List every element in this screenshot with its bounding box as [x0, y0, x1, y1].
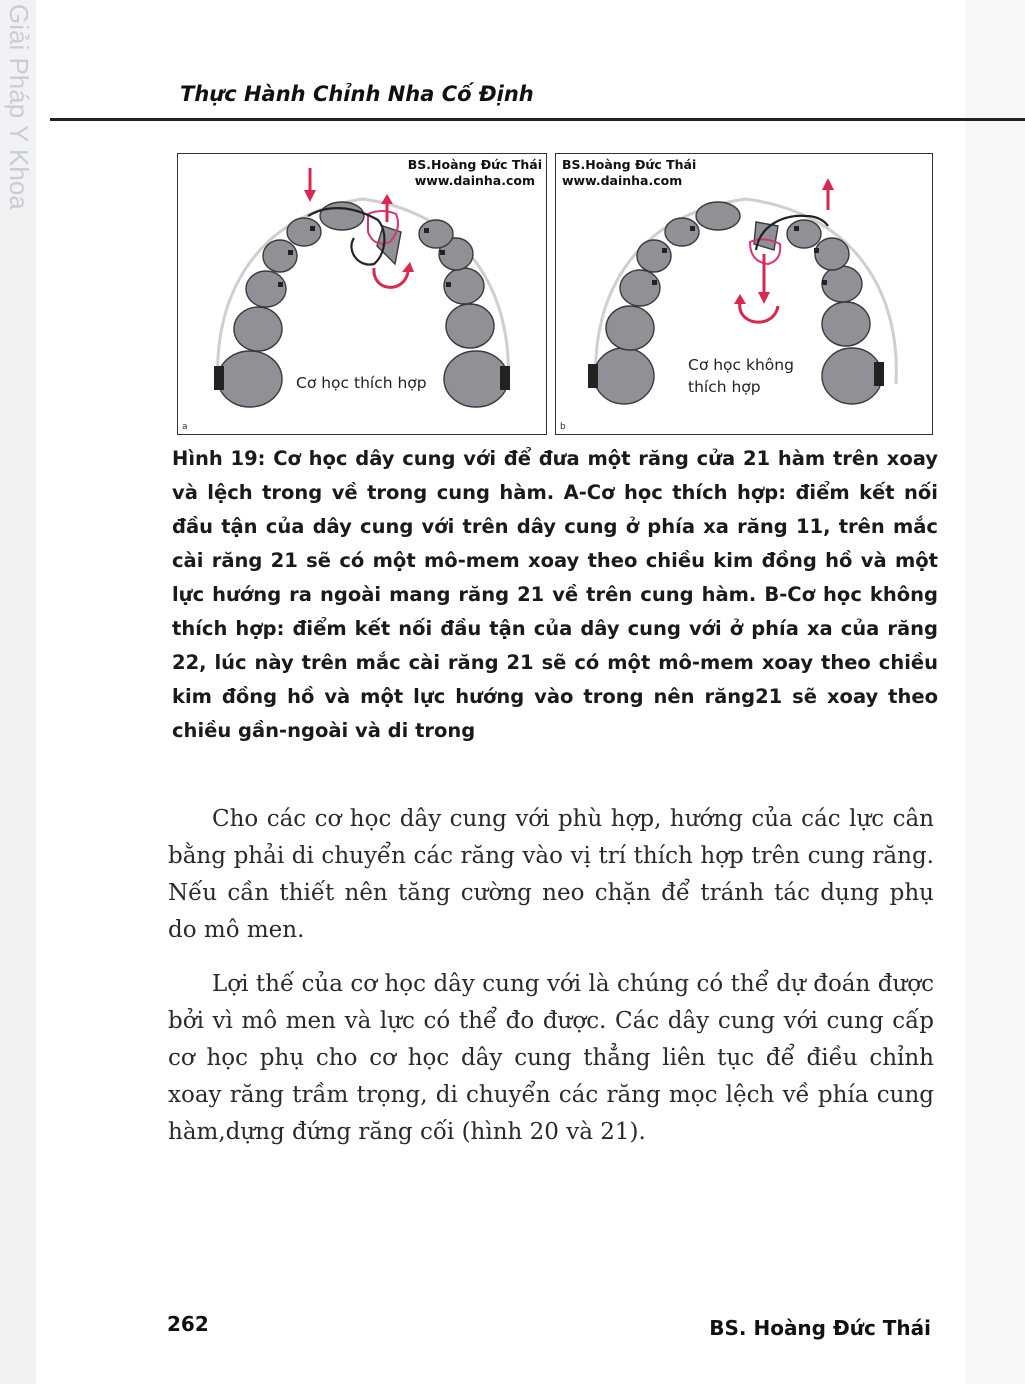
clockwise-moment-arrow — [740, 302, 778, 322]
page-right-margin — [965, 0, 1025, 1384]
panel-b-label — [688, 354, 794, 398]
page-margin-strip — [0, 0, 36, 1384]
figure-panel-b — [555, 153, 933, 435]
body-paragraph-2: Lợi thế của cơ học dây cung với là chúng có thể dự đoán được bởi vì mô men và lực có thể đo được. Các dây cung với cung cấp cơ học phụ cho cơ học dây cung thẳng liên tục để điều chỉnh xoay răng trầm trọng, di chuyển các răng mọc lệch về phía cung hàm,dựng đứng răng cối (hình 20 và 21). — [168, 971, 934, 1145]
figure-panel-a — [177, 153, 547, 435]
figure-caption: Hình 19: Cơ học dây cung với để đưa một răng cửa 21 hàm trên xoay và lệch trong về trong cung hàm. A-Cơ học thích hợp: điểm kết nối đầu tận của dây cung với trên dây cung ở phía xa răng 11, trên mắc cài răng 21 sẽ có một mô-mem xoay theo chiều kim đồng hồ và một lực hướng ra ngoài mang răng 21 về trên cung hàm. B-Cơ học không thích hợp: điểm kết nối đầu tận của dây cung với ở phía xa của răng 22, lúc này trên mắc cài răng 21 sẽ có một mô-mem xoay theo chiều kim đồng hồ và một lực hướng vào trong nên răng21 sẽ xoay theo chiều gần-ngoài và di trong — [172, 447, 938, 742]
panel-a-label: Cơ học thích hợp — [296, 374, 427, 392]
panel-b-label-line1: Cơ học không — [688, 356, 794, 374]
credit-url: www.dainha.com — [414, 173, 535, 188]
watermark: Giải Pháp Y Khoa — [4, 4, 34, 210]
credit-name: BS.Hoàng Đức Thái — [562, 157, 697, 172]
page-number: 262 — [167, 1312, 209, 1336]
author-footer: BS. Hoàng Đức Thái — [709, 1316, 931, 1340]
running-header-title: Thực Hành Chỉnh Nha Cố Định — [180, 82, 534, 106]
figure-credit-a — [408, 157, 542, 189]
header-rule — [50, 118, 1025, 121]
panel-b-label-line2: thích hợp — [688, 378, 761, 396]
panel-a-letter: a — [182, 422, 188, 432]
body-paragraph-1: Cho các cơ học dây cung với phù hợp, hướng của các lực cân bằng phải di chuyển các răng vào vị trí thích hợp trên cung răng. Nếu cần thiết nên tăng cường neo chặn để tránh tác dụng phụ do mô men. — [168, 806, 934, 943]
panel-b-letter: b — [560, 422, 566, 432]
credit-name: BS.Hoàng Đức Thái — [407, 157, 542, 172]
credit-url: www.dainha.com — [562, 173, 683, 188]
figure-credit-b — [562, 157, 696, 189]
